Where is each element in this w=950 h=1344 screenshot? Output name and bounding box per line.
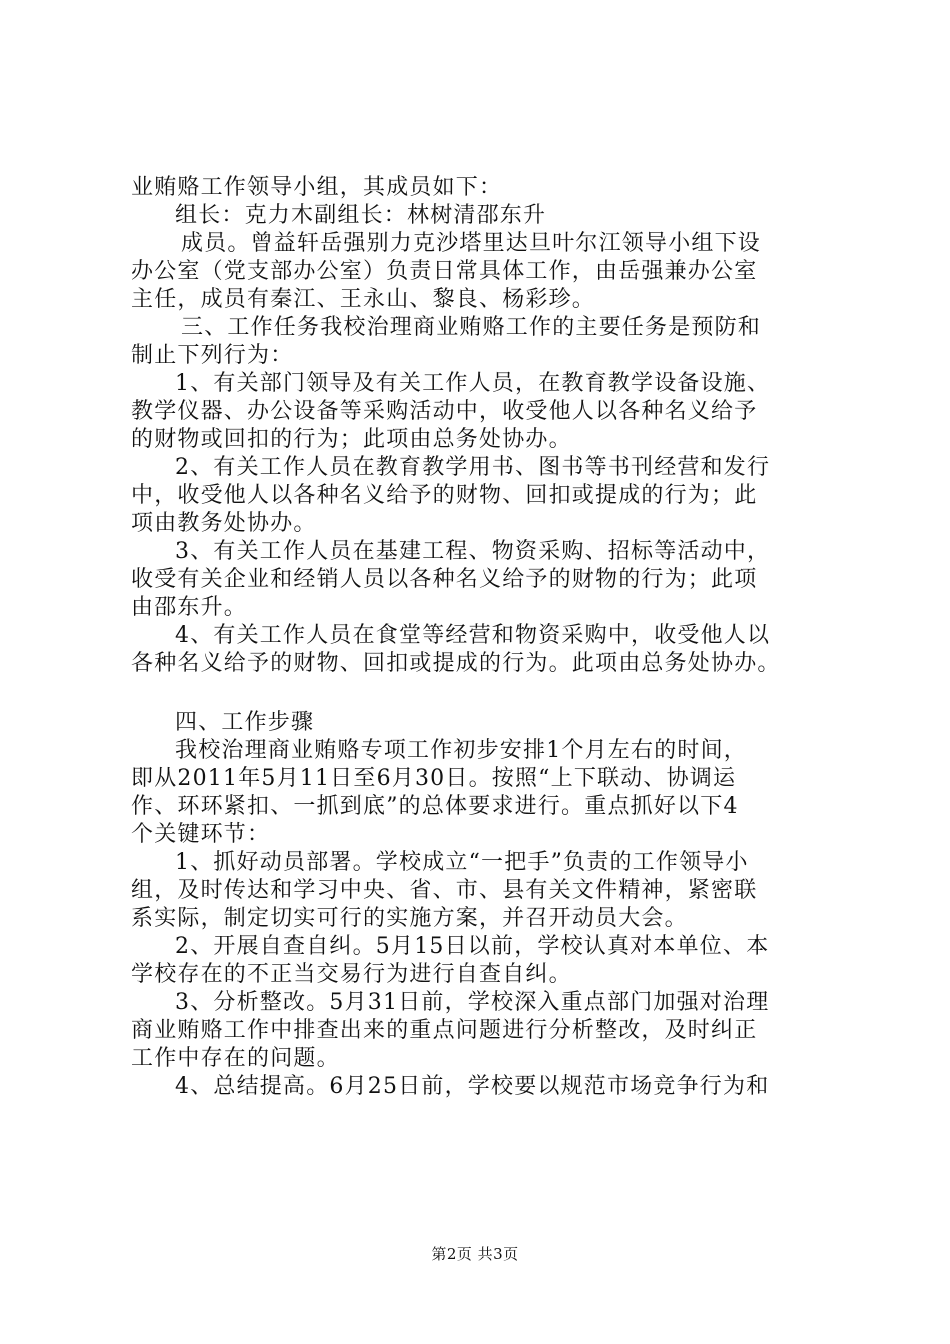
text-line: 即从2011年5月11日至6月30日。按照“上下联动、协调运	[131, 766, 737, 791]
text-line: 的财物或回扣的行为；此项由总务处协办。	[131, 427, 572, 452]
text-line: 2、开展自查自纠。5月15日以前，学校认真对本单位、本	[175, 934, 770, 959]
text-line: 教学仪器、办公设备等采购活动中，收受他人以各种名义给予	[131, 399, 758, 424]
text-line: 组，及时传达和学习中央、省、市、县有关文件精神，紧密联	[131, 878, 758, 903]
text-line: 由邵东升。	[131, 595, 248, 620]
text-line: 我校治理商业贿赂专项工作初步安排1个月左右的时间，	[175, 738, 747, 763]
text-line: 主任，成员有秦江、王永山、黎良、杨彩珍。	[131, 287, 596, 312]
text-line: 4、有关工作人员在食堂等经营和物资采购中，收受他人以	[175, 623, 771, 648]
text-line: 工作中存在的问题。	[131, 1046, 340, 1071]
text-line: 3、分析整改。5月31日前，学校深入重点部门加强对治理	[175, 990, 770, 1015]
text-line: 个关键环节：	[131, 822, 271, 847]
text-line: 三、工作任务我校治理商业贿赂工作的主要任务是预防和	[181, 315, 762, 340]
text-line: 制止下列行为：	[131, 343, 294, 368]
text-line: 四、工作步骤	[175, 710, 315, 735]
text-line: 系实际，制定切实可行的实施方案，并召开动员大会。	[131, 906, 688, 931]
paragraph-gap	[131, 678, 831, 709]
document-body	[131, 174, 831, 1101]
text-line: 4、总结提高。6月25日前，学校要以规范市场竞争行为和	[175, 1074, 770, 1099]
text-line: 办公室（党支部办公室）负责日常具体工作，由岳强兼办公室	[131, 259, 758, 284]
text-line: 1、抓好动员部署。学校成立“一把手”负责的工作领导小	[175, 850, 749, 875]
text-line: 商业贿赂工作中排查出来的重点问题进行分析整改，及时纠正	[131, 1018, 758, 1043]
text-line: 成员。曾益轩岳强别力克沙塔里达旦叶尔江领导小组下设	[181, 231, 762, 256]
text-line: 业贿赂工作领导小组，其成员如下：	[131, 175, 503, 200]
text-line: 项由教务处协办。	[131, 511, 317, 536]
text-line: 收受有关企业和经销人员以各种名义给予的财物的行为；此项	[131, 567, 758, 592]
text-line: 作、环环紧扣、一抓到底”的总体要求进行。重点抓好以下4	[131, 794, 739, 819]
text-line: 1、有关部门领导及有关工作人员，在教育教学设备设施、	[175, 371, 771, 396]
text-line: 2、有关工作人员在教育教学用书、图书等书刊经营和发行	[175, 455, 771, 480]
text-line: 3、有关工作人员在基建工程、物资采购、招标等活动中，	[175, 539, 771, 564]
text-line: 学校存在的不正当交易行为进行自查自纠。	[131, 962, 572, 987]
page-number-footer: 第2页 共3页	[431, 1245, 519, 1263]
text-line: 组长：克力木副组长：林树清邵东升	[175, 203, 547, 228]
text-line: 中，收受他人以各种名义给予的财物、回扣或提成的行为；此	[131, 483, 758, 508]
text-line: 各种名义给予的财物、回扣或提成的行为。此项由总务处协办。	[131, 651, 781, 676]
